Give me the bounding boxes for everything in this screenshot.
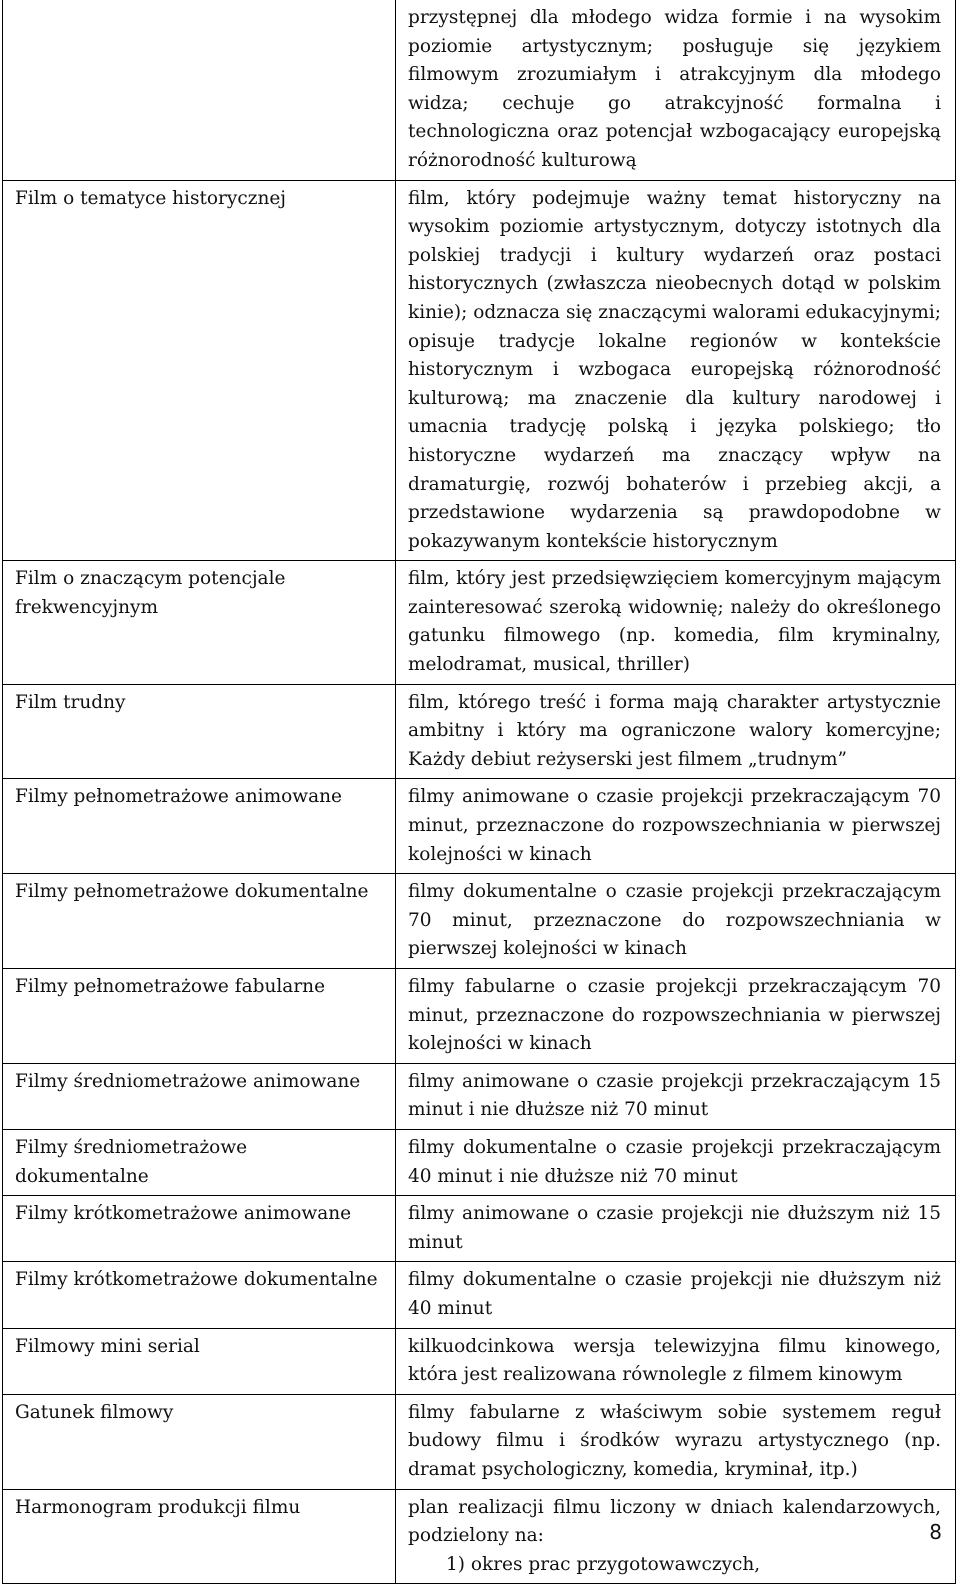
- definition-cell: filmy animowane o czasie projekcji przekraczającym 70 minut, przeznaczone do rozpowszechniania w pierwszej kolejności w kinach: [396, 779, 956, 874]
- table-row: [3, 1063, 956, 1129]
- table-row: [3, 1262, 956, 1328]
- term-cell: Filmy krótkometrażowe animowane: [3, 1196, 396, 1262]
- term-cell: Filmy średniometrażowe dokumentalne: [3, 1129, 396, 1195]
- list-item: 1) okres prac przygotowawczych,: [446, 1553, 761, 1575]
- term-cell: Film o znaczącym potencjale frekwencyjnym: [3, 561, 396, 684]
- table-row: [3, 1489, 956, 1584]
- table-row: [3, 180, 956, 561]
- table-row: [3, 874, 956, 969]
- table-row: [3, 1394, 956, 1489]
- table-row: [3, 0, 956, 180]
- definition-cell: kilkuodcinkowa wersja telewizyjna filmu kinowego, która jest realizowana równolegle z filmem kinowym: [396, 1328, 956, 1394]
- definition-cell: przystępnej dla młodego widza formie i na wysokim poziomie artystycznym; posługuje się językiem filmowym zrozumiałym i atrakcyjnym dla młodego widza; cechuje go atrakcyjność formalna i technologiczna oraz potencjał wzbogacający europejską różnorodność kulturową: [396, 0, 956, 180]
- definition-cell: filmy dokumentalne o czasie projekcji przekraczającym 40 minut i nie dłuższe niż 70 minut: [396, 1129, 956, 1195]
- glossary-table: [2, 0, 956, 1584]
- definition-cell: [396, 1489, 956, 1584]
- term-cell: Film o tematyce historycznej: [3, 180, 396, 561]
- definition-cell: filmy fabularne z właściwym sobie systemem reguł budowy filmu i środków wyrazu artystycznego (np. dramat psychologiczny, komedia, kryminał, itp.): [396, 1394, 956, 1489]
- term-cell: Gatunek filmowy: [3, 1394, 396, 1489]
- definition-cell: filmy fabularne o czasie projekcji przekraczającym 70 minut, przeznaczone do rozpowszechniania w pierwszej kolejności w kinach: [396, 969, 956, 1064]
- definition-cell: film, który podejmuje ważny temat historyczny na wysokim poziomie artystycznym, dotyczy istotnych dla polskiej tradycji i kultury wydarzeń oraz postaci historycznych (zwłaszcza nieobecnych dotąd w polskim kinie); odznacza się znaczącymi walorami edukacyjnymi; opisuje tradycje lokalne regionów w kontekście historycznym i wzbogaca europejską różnorodność kulturową; ma znaczenie dla kultury narodowej i umacnia tradycję polską i języka polskiego; tło historyczne wydarzeń ma znaczący wpływ na dramaturgię, rozwój bohaterów i przebieg akcji, a przedstawione wydarzenia są prawdopodobne w pokazywanym kontekście historycznym: [396, 180, 956, 561]
- table-row: [3, 684, 956, 779]
- definition-text: plan realizacji filmu liczony w dniach kalendarzowych, podzielony na:: [408, 1496, 941, 1547]
- page-number: 8: [929, 1520, 942, 1544]
- term-cell: Harmonogram produkcji filmu: [3, 1489, 396, 1584]
- table-row: [3, 779, 956, 874]
- term-cell: Filmy pełnometrażowe fabularne: [3, 969, 396, 1064]
- table-row: [3, 1196, 956, 1262]
- definition-cell: filmy dokumentalne o czasie projekcji nie dłuższym niż 40 minut: [396, 1262, 956, 1328]
- term-cell: Filmy pełnometrażowe dokumentalne: [3, 874, 396, 969]
- term-cell: Filmy średniometrażowe animowane: [3, 1063, 396, 1129]
- table-row: [3, 561, 956, 684]
- table-row: [3, 1129, 956, 1195]
- definition-cell: filmy animowane o czasie projekcji przekraczającym 15 minut i nie dłuższe niż 70 minut: [396, 1063, 956, 1129]
- term-cell: Filmowy mini serial: [3, 1328, 396, 1394]
- table-row: [3, 969, 956, 1064]
- term-cell: Filmy krótkometrażowe dokumentalne: [3, 1262, 396, 1328]
- definition-cell: filmy animowane o czasie projekcji nie dłuższym niż 15 minut: [396, 1196, 956, 1262]
- term-cell: [3, 0, 396, 180]
- definition-cell: film, którego treść i forma mają charakter artystycznie ambitny i który ma ograniczone walory komercyjne; Każdy debiut reżyserski jest filmem „trudnym”: [396, 684, 956, 779]
- table-row: [3, 1328, 956, 1394]
- definition-cell: filmy dokumentalne o czasie projekcji przekraczającym 70 minut, przeznaczone do rozpowszechniania w pierwszej kolejności w kinach: [396, 874, 956, 969]
- definition-cell: film, który jest przedsięwzięciem komercyjnym mającym zainteresować szeroką widownię; należy do określonego gatunku filmowego (np. komedia, film kryminalny, melodramat, musical, thriller): [396, 561, 956, 684]
- term-cell: Filmy pełnometrażowe animowane: [3, 779, 396, 874]
- term-cell: Film trudny: [3, 684, 396, 779]
